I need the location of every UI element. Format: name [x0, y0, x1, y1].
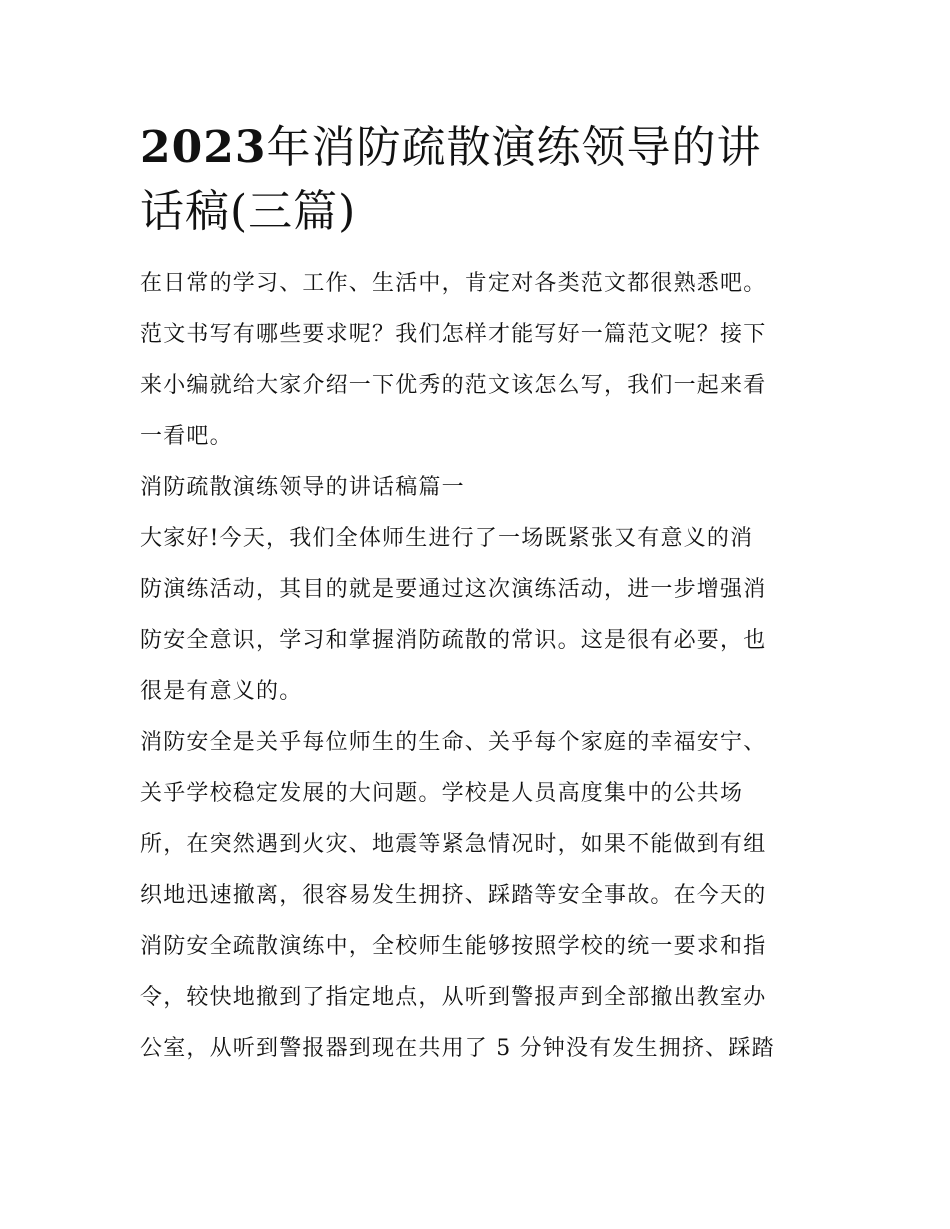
- body-line: 公室，从听到警报器到现在共用了 5 分钟没有发生拥挤、踩踏: [140, 1036, 775, 1061]
- body-line: 防安全意识，学习和掌握消防疏散的常识。这是很有必要，也: [140, 628, 767, 653]
- body-line: 消防安全疏散演练中，全校师生能够按照学校的统一要求和指: [140, 934, 767, 959]
- title-line-2: 话稿(三篇): [140, 186, 357, 237]
- body-line: 消防安全是关乎每位师生的生命、关乎每个家庭的幸福安宁、: [140, 730, 767, 755]
- body-line: 大家好!今天，我们全体师生进行了一场既紧张又有意义的消: [140, 526, 754, 551]
- body-line: 很是有意义的。: [140, 679, 303, 704]
- body-line: 令，较快地撤到了指定地点，从听到警报声到全部撤出教室办: [140, 985, 767, 1010]
- body-line: 一看吧。: [140, 424, 233, 449]
- body-line: 在日常的学习、工作、生活中，肯定对各类范文都很熟悉吧。: [140, 271, 767, 296]
- document-title: [140, 116, 812, 244]
- body-line: 来小编就给大家介绍一下优秀的范文该怎么写，我们一起来看: [140, 373, 767, 398]
- body-line: 织地迅速撤离，很容易发生拥挤、踩踏等安全事故。在今天的: [140, 883, 767, 908]
- document-body: [140, 258, 812, 1074]
- body-line: 范文书写有哪些要求呢？我们怎样才能写好一篇范文呢？接下: [140, 322, 767, 347]
- title-line-1: 年消防疏散演练领导的讲: [266, 122, 762, 173]
- body-line: 防演练活动，其目的就是要通过这次演练活动，进一步增强消: [140, 577, 767, 602]
- title-year: 2023: [140, 122, 267, 173]
- body-line: 所，在突然遇到火灾、地震等紧急情况时，如果不能做到有组: [140, 832, 767, 857]
- body-line: 关乎学校稳定发展的大问题。学校是人员高度集中的公共场: [140, 781, 744, 806]
- document-page: [140, 116, 812, 1074]
- section-heading: 消防疏散演练领导的讲话稿篇一: [140, 475, 465, 500]
